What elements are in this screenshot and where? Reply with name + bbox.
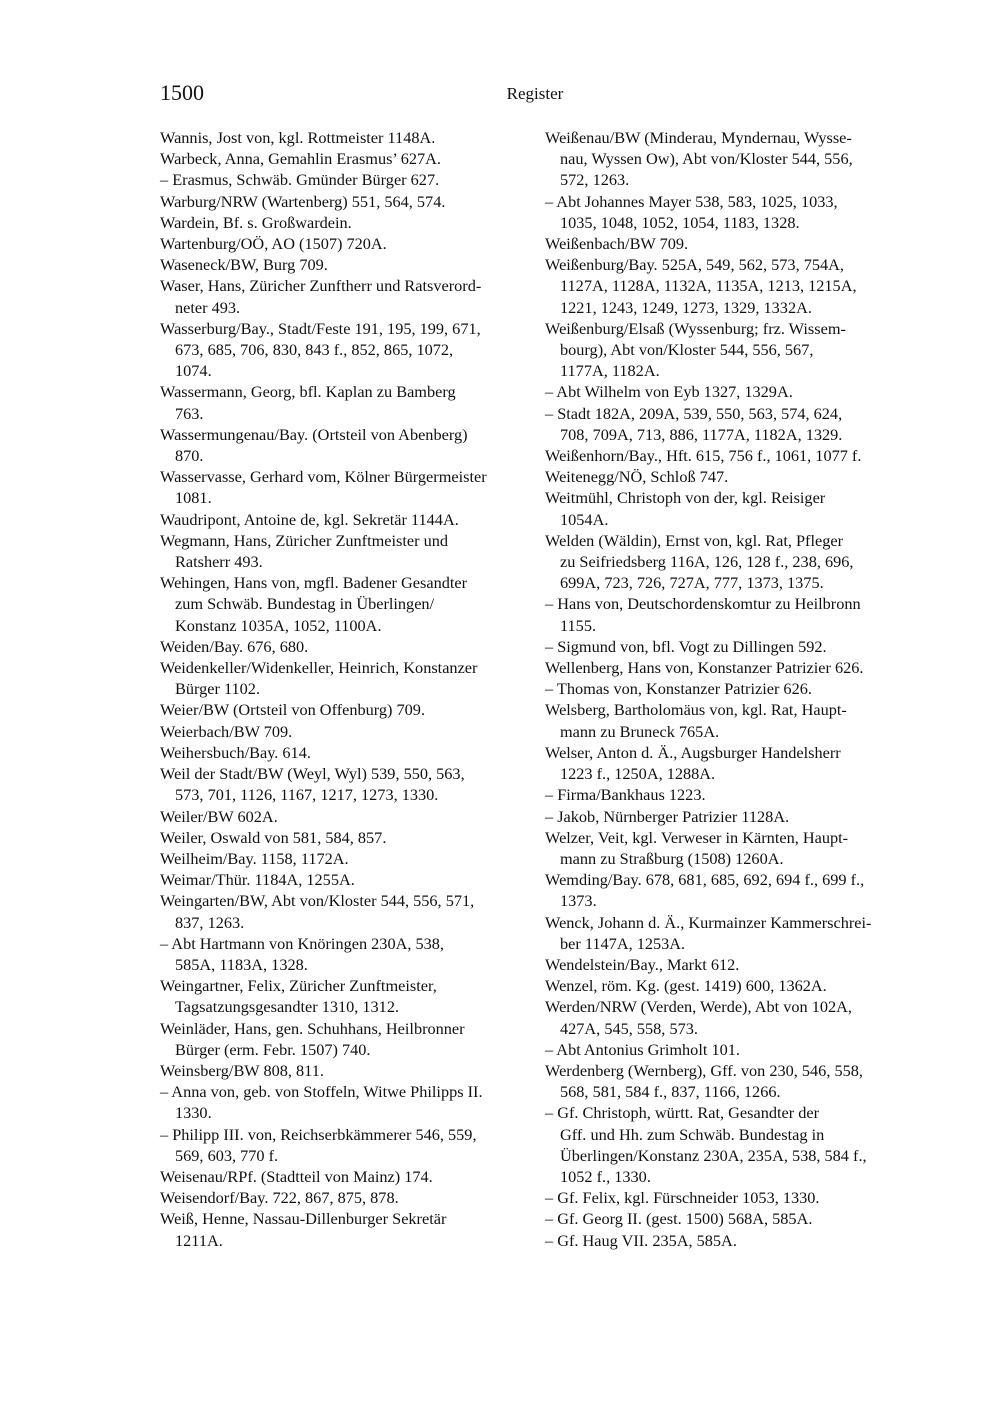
index-entry-line: Waudripont, Antoine de, kgl. Sekretär 1144A. (160, 509, 459, 529)
index-entry-continuation: 1330. (175, 1103, 212, 1123)
index-entry-line: Werden/NRW (Verden, Werde), Abt von 102A, (545, 997, 852, 1017)
index-entry (545, 678, 920, 699)
index-entry-continuation: Tagsatzungsgesandter 1310, 1312. (175, 997, 400, 1017)
index-entry-line: – Stadt 182A, 209A, 539, 550, 563, 574, 624, (545, 403, 843, 423)
index-entry-line: Welsberg, Bartholomäus von, kgl. Rat, Haupt- (545, 700, 847, 720)
index-entry (160, 1081, 532, 1123)
index-entry-line: Wartenburg/OÖ, AO (1507) 720A. (160, 234, 387, 254)
index-entry-line: Weingartner, Felix, Züricher Zunftmeister, (160, 976, 437, 996)
index-entry (545, 318, 920, 382)
index-entry (160, 721, 532, 742)
index-entry-continuation: Gff. und Hh. zum Schwäb. Bundestag in (560, 1124, 825, 1144)
index-entry-continuation: 1035, 1048, 1052, 1054, 1183, 1328. (560, 212, 800, 232)
index-entry-line: Weinläder, Hans, gen. Schuhhans, Heilbronner (160, 1018, 465, 1038)
index-entry-continuation: mann zu Straßburg (1508) 1260A. (560, 848, 784, 868)
index-entry (545, 1230, 920, 1251)
index-entry-line: Weihersbuch/Bay. 614. (160, 742, 311, 762)
index-entry-continuation: 1052 f., 1330. (560, 1166, 651, 1186)
index-entry-continuation: 1081. (175, 488, 212, 508)
index-entry (160, 233, 532, 254)
index-entry-line: Weitenegg/NÖ, Schloß 747. (545, 467, 729, 487)
index-entry (545, 699, 920, 741)
index-entry-continuation: 763. (175, 403, 204, 423)
index-entry (545, 593, 920, 635)
index-entry (545, 191, 920, 233)
index-entry (545, 487, 920, 529)
index-entry (545, 466, 920, 487)
index-entry-line: Weiler/BW 602A. (160, 806, 278, 826)
index-entry-line: Wendelstein/Bay., Markt 612. (545, 954, 740, 974)
index-entry-continuation: 585A, 1183A, 1328. (175, 954, 308, 974)
index-entry (545, 127, 920, 191)
index-entry-line: Weingarten/BW, Abt von/Kloster 544, 556, 571, (160, 891, 475, 911)
index-entry-line: Werdenberg (Wernberg), Gff. von 230, 546, 558, (545, 1060, 863, 1080)
index-entry (160, 127, 532, 148)
index-column-right (545, 127, 920, 1251)
index-entry (160, 827, 532, 848)
index-entry-line: Weimar/Thür. 1184A, 1255A. (160, 870, 355, 890)
index-entry-line: Weitmühl, Christoph von der, kgl. Reisiger (545, 488, 826, 508)
index-entry-continuation: 1127A, 1128A, 1132A, 1135A, 1213, 1215A, (560, 276, 857, 296)
index-entry (160, 191, 532, 212)
index-entry-line: Weißenburg/Elsaß (Wyssenburg; frz. Wissem- (545, 318, 846, 338)
index-entry (545, 996, 920, 1038)
index-entry (545, 1060, 920, 1102)
index-entry-line: – Thomas von, Konstanzer Patrizier 626. (545, 679, 812, 699)
index-entry-line: Waser, Hans, Züricher Zunftherr und Ratsverord- (160, 276, 482, 296)
index-entry (545, 869, 920, 911)
index-entry-line: Weier/BW (Ortsteil von Offenburg) 709. (160, 700, 426, 720)
index-entry-line: Weierbach/BW 709. (160, 721, 293, 741)
index-entry-line: Welden (Wäldin), Ernst von, kgl. Rat, Pfleger (545, 530, 844, 550)
index-entry-continuation: mann zu Bruneck 765A. (560, 721, 720, 741)
index-entry (545, 403, 920, 445)
index-entry-line: – Anna von, geb. von Stoffeln, Witwe Philipps II. (160, 1082, 483, 1102)
index-entry (160, 763, 532, 805)
page-number: 1500 (160, 80, 204, 105)
index-entry (545, 784, 920, 805)
index-entry (545, 912, 920, 954)
index-entry (160, 975, 532, 1017)
index-entry (545, 657, 920, 678)
index-entry (545, 742, 920, 784)
index-entry-continuation: 1373. (560, 891, 597, 911)
index-entry (545, 530, 920, 594)
index-entry (545, 381, 920, 402)
index-entry (545, 254, 920, 318)
index-entry-continuation: ber 1147A, 1253A. (560, 933, 686, 953)
index-entry (545, 233, 920, 254)
index-entry (545, 1039, 920, 1060)
index-entry-line: Weiß, Henne, Nassau-Dillenburger Sekretär (160, 1209, 447, 1229)
index-entry-line: Wehingen, Hans von, mgfl. Badener Gesandter (160, 573, 468, 593)
index-entry (545, 1102, 920, 1187)
index-entry-line: Welzer, Veit, kgl. Verweser in Kärnten, Haupt- (545, 827, 849, 847)
index-entry-line: – Gf. Georg II. (gest. 1500) 568A, 585A. (545, 1209, 813, 1229)
index-entry-line: – Abt Wilhelm von Eyb 1327, 1329A. (545, 382, 793, 402)
index-entry-line: Wardein, Bf. s. Großwardein. (160, 212, 352, 232)
index-entry-line: Wassermann, Georg, bfl. Kaplan zu Bamberg (160, 382, 456, 402)
index-entry-continuation: 1074. (175, 361, 212, 381)
index-entry-continuation: 1221, 1243, 1249, 1273, 1329, 1332A. (560, 297, 812, 317)
index-entry-line: Wasserburg/Bay., Stadt/Feste 191, 195, 199, 671, (160, 318, 481, 338)
index-entry (160, 466, 532, 508)
index-entry (545, 954, 920, 975)
index-entry (160, 381, 532, 423)
index-entry (160, 254, 532, 275)
index-entry (545, 806, 920, 827)
index-entry-line: Welser, Anton d. Ä., Augsburger Handelsherr (545, 742, 841, 762)
index-entry-continuation: Bürger (erm. Febr. 1507) 740. (175, 1039, 371, 1059)
index-entry-line: Weiler, Oswald von 581, 584, 857. (160, 827, 387, 847)
index-entry-line: Wasservasse, Gerhard vom, Kölner Bürgermeister (160, 467, 487, 487)
index-entry-line: Weinsberg/BW 808, 811. (160, 1060, 324, 1080)
index-entry (160, 1208, 532, 1250)
index-entry (160, 1018, 532, 1060)
index-entry-line: Weilheim/Bay. 1158, 1172A. (160, 848, 349, 868)
index-entry-line: Wemding/Bay. 678, 681, 685, 692, 694 f., 699 f., (545, 870, 865, 890)
index-entry-continuation: Überlingen/Konstanz 230A, 235A, 538, 584 f., (560, 1145, 867, 1165)
index-entry-continuation: Ratsherr 493. (175, 552, 263, 572)
index-entry-continuation: nau, Wyssen Ow), Abt von/Kloster 544, 556, (560, 149, 853, 169)
index-entry-continuation: 1223 f., 1250A, 1288A. (560, 764, 716, 784)
index-entry (160, 1187, 532, 1208)
index-entry-continuation: bourg), Abt von/Kloster 544, 556, 567, (560, 340, 814, 360)
index-entry (160, 212, 532, 233)
index-entry-line: Wassermungenau/Bay. (Ortsteil von Abenberg) (160, 424, 468, 444)
index-entry (545, 1208, 920, 1229)
index-entry-line: Wellenberg, Hans von, Konstanzer Patrizier 626. (545, 658, 864, 678)
index-entry-line: Weiden/Bay. 676, 680. (160, 636, 309, 656)
index-entry (160, 1166, 532, 1187)
index-entry-continuation: 427A, 545, 558, 573. (560, 1018, 698, 1038)
index-entry (160, 572, 532, 636)
index-entry (545, 827, 920, 869)
index-entry-continuation: Bürger 1102. (175, 679, 261, 699)
index-entry-continuation: zum Schwäb. Bundestag in Überlingen/ (175, 594, 435, 614)
index-entry-line: Wegmann, Hans, Züricher Zunftmeister und (160, 530, 449, 550)
index-entry-continuation: 572, 1263. (560, 170, 630, 190)
index-entry-continuation: 673, 685, 706, 830, 843 f., 852, 865, 1072, (175, 340, 454, 360)
index-entry-line: Weißenburg/Bay. 525A, 549, 562, 573, 754A, (545, 255, 844, 275)
index-entry-continuation: 569, 603, 770 f. (175, 1145, 279, 1165)
index-entry-line: – Sigmund von, bfl. Vogt zu Dillingen 592. (545, 636, 827, 656)
index-entry-line: – Abt Johannes Mayer 538, 583, 1025, 1033, (545, 191, 838, 211)
index-entry (160, 530, 532, 572)
index-entry-line: – Gf. Christoph, württ. Rat, Gesandter der (545, 1103, 820, 1123)
index-entry (545, 1187, 920, 1208)
index-entry (160, 636, 532, 657)
index-entry-line: Weidenkeller/Widenkeller, Heinrich, Konstanzer (160, 658, 478, 678)
index-entry (160, 148, 532, 169)
index-entry-line: – Gf. Haug VII. 235A, 585A. (545, 1230, 737, 1250)
index-entry-line: Weisendorf/Bay. 722, 867, 875, 878. (160, 1188, 399, 1208)
index-entry (545, 445, 920, 466)
index-entry (160, 869, 532, 890)
index-entry (160, 742, 532, 763)
index-entry (545, 975, 920, 996)
index-entry-line: Warbeck, Anna, Gemahlin Erasmus’ 627A. (160, 149, 441, 169)
index-entry-line: – Erasmus, Schwäb. Gmünder Bürger 627. (160, 170, 440, 190)
index-entry-line: – Abt Hartmann von Knöringen 230A, 538, (160, 933, 444, 953)
index-entry (160, 1124, 532, 1166)
index-entry-line: – Hans von, Deutschordenskomtur zu Heilbronn (545, 594, 861, 614)
index-entry-line: Weißenhorn/Bay., Hft. 615, 756 f., 1061, 1077 f. (545, 446, 862, 466)
index-entry (160, 509, 532, 530)
index-entry-line: – Philipp III. von, Reichserbkämmerer 546, 559, (160, 1124, 477, 1144)
running-head: Register (506, 84, 564, 103)
index-entry-line: – Firma/Bankhaus 1223. (545, 785, 706, 805)
index-entry (160, 318, 532, 382)
index-entry-continuation: 1054A. (560, 509, 609, 529)
index-entry-continuation: 870. (175, 446, 204, 466)
index-entry-line: – Abt Antonius Grimholt 101. (545, 1039, 740, 1059)
index-entry-line: – Gf. Felix, kgl. Fürschneider 1053, 1330. (545, 1188, 820, 1208)
index-entry-line: Wenzel, röm. Kg. (gest. 1419) 600, 1362A. (545, 976, 827, 996)
index-entry-continuation: Konstanz 1035A, 1052, 1100A. (175, 615, 382, 635)
index-entry (160, 424, 532, 466)
index-entry (160, 657, 532, 699)
index-entry-line: – Jakob, Nürnberger Patrizier 1128A. (545, 806, 790, 826)
index-entry-line: Weißenbach/BW 709. (545, 234, 689, 254)
index-entry (160, 848, 532, 869)
index-entry-line: Waseneck/BW, Burg 709. (160, 255, 328, 275)
index-entry-continuation: 573, 701, 1126, 1167, 1217, 1273, 1330. (175, 785, 439, 805)
index-entry-line: Warburg/NRW (Wartenberg) 551, 564, 574. (160, 191, 446, 211)
index-entry-line: Weil der Stadt/BW (Weyl, Wyl) 539, 550, 563, (160, 764, 465, 784)
index-entry (160, 806, 532, 827)
index-entry (160, 275, 532, 317)
index-entry (160, 169, 532, 190)
index-entry (545, 636, 920, 657)
index-entry-continuation: 699A, 723, 726, 727A, 777, 1373, 1375. (560, 573, 824, 593)
index-entry-continuation: 1211A. (175, 1230, 223, 1250)
index-entry-line: Wannis, Jost von, kgl. Rottmeister 1148A. (160, 128, 436, 147)
index-entry-continuation: 708, 709A, 713, 886, 1177A, 1182A, 1329. (560, 424, 843, 444)
index-entry-line: Wenck, Johann d. Ä., Kurmainzer Kammerschrei- (545, 912, 872, 932)
index-entry-continuation: zu Seifriedsberg 116A, 126, 128 f., 238, 696, (560, 552, 854, 572)
index-entry-line: Weisenau/RPf. (Stadtteil von Mainz) 174. (160, 1166, 433, 1186)
index-entry-continuation: 568, 581, 584 f., 837, 1166, 1266. (560, 1082, 781, 1102)
index-entry-continuation: neter 493. (175, 297, 241, 317)
index-entry (160, 890, 532, 932)
index-entry-continuation: 837, 1263. (175, 912, 245, 932)
index-column-left (160, 127, 532, 1251)
index-entry-continuation: 1177A, 1182A. (560, 361, 660, 381)
index-entry (160, 699, 532, 720)
index-entry (160, 1060, 532, 1081)
index-entry-continuation: 1155. (560, 615, 597, 635)
index-entry (160, 933, 532, 975)
index-entry-line: Weißenau/BW (Minderau, Myndernau, Wysse- (545, 128, 852, 147)
